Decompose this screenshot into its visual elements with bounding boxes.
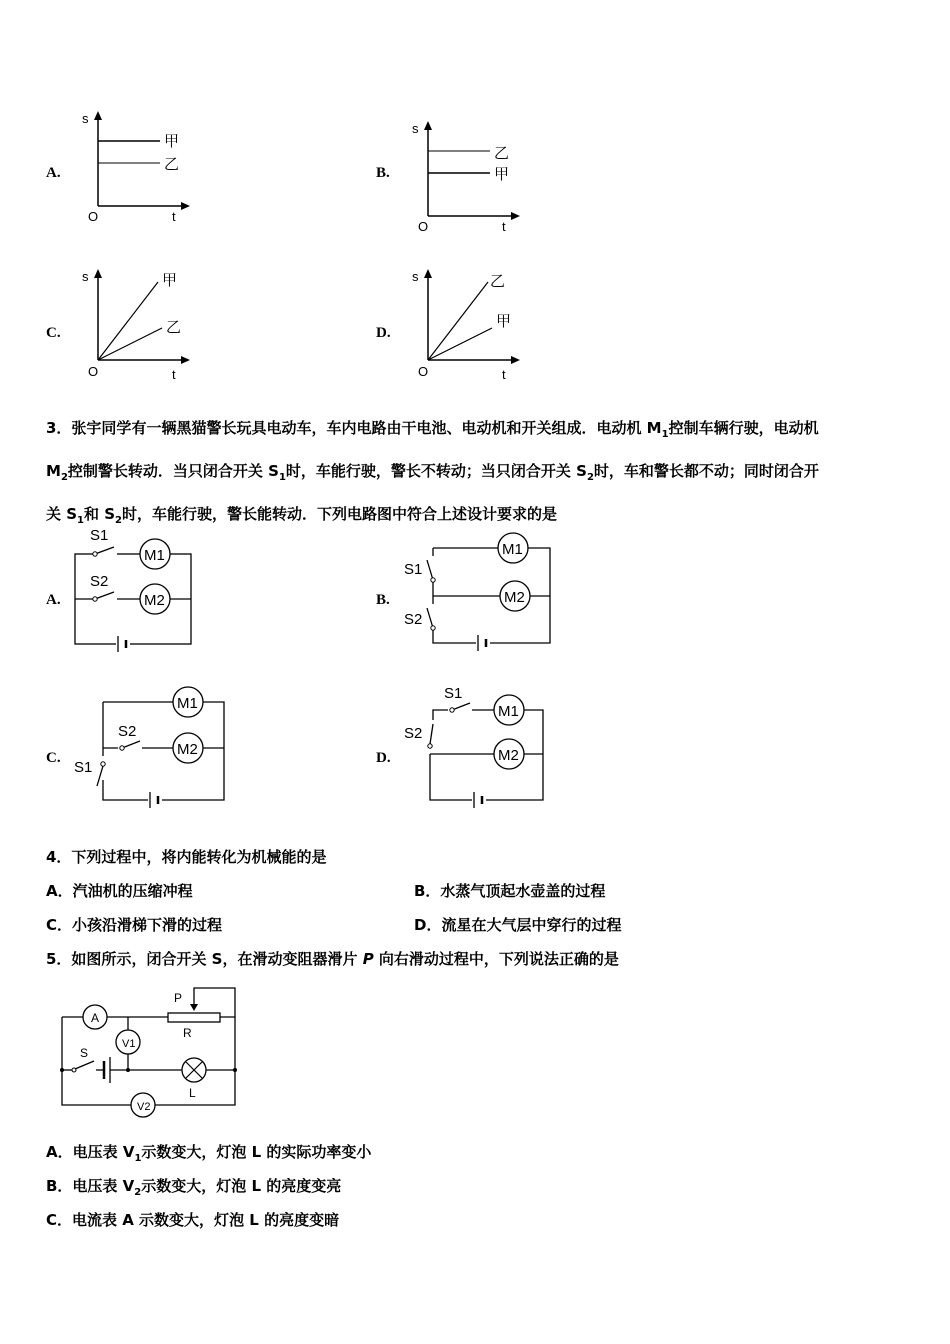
svg-text:t: t	[502, 219, 506, 234]
graph-d	[408, 266, 538, 386]
svg-text:s: s	[412, 269, 419, 284]
svg-text:乙: 乙	[166, 319, 182, 336]
svg-text:A: A	[91, 1011, 100, 1025]
q4-option-a: A．汽油机的压缩冲程	[46, 882, 193, 900]
option-letter: D.	[376, 750, 391, 766]
svg-text:V1: V1	[122, 1038, 136, 1050]
option-letter: C.	[46, 325, 61, 341]
question-4-stem: 4．下列过程中，将内能转化为机械能的是	[46, 848, 327, 866]
svg-text:M2: M2	[498, 747, 519, 764]
option-letter: C.	[46, 750, 61, 766]
option-letter: B.	[376, 592, 390, 608]
circuit-a	[70, 522, 200, 650]
circuit-d	[400, 684, 560, 809]
svg-text:t: t	[172, 367, 176, 382]
svg-text:S1: S1	[90, 527, 109, 544]
svg-text:s: s	[412, 121, 419, 136]
circuit-b	[400, 530, 560, 650]
svg-text:M1: M1	[177, 695, 198, 712]
question-3-stem: 3．张宇同学有一辆黑猫警长玩具电动车，车内电路由干电池、电动机和开关组成．电动机 $M_1$控制车辆行驶，电动机 $M_2$控制警长转动．当只闭合开关 $S_1$时，车能行驶，警长不转动；当只闭合开关 $S_2$时，车和警长都不动；同时闭合开 关 $S_1$和 $S_2$时，车能行驶，警长能转动．下列电路图中符合上述设计要求的是	[46, 419, 819, 526]
option-letter: A.	[46, 165, 61, 181]
svg-text:S2: S2	[404, 611, 423, 628]
q4-option-c: C．小孩沿滑梯下滑的过程	[46, 916, 223, 934]
svg-text:M2: M2	[177, 741, 198, 758]
svg-text:t: t	[502, 367, 506, 382]
circuit-c	[70, 684, 240, 809]
graph-a	[78, 108, 208, 228]
svg-text:M2: M2	[144, 592, 165, 609]
svg-text:甲: 甲	[496, 313, 512, 330]
axis-s-label: s	[82, 111, 89, 126]
svg-text:甲: 甲	[162, 272, 178, 289]
svg-text:S2: S2	[118, 723, 137, 740]
svg-text:O: O	[88, 364, 99, 379]
svg-text:S1: S1	[404, 561, 423, 578]
svg-text:O: O	[418, 219, 429, 234]
svg-text:S1: S1	[74, 759, 93, 776]
svg-text:S2: S2	[90, 573, 109, 590]
svg-text:S: S	[80, 1046, 89, 1060]
line-label-yi: 乙	[164, 156, 180, 173]
svg-text:O: O	[418, 364, 429, 379]
svg-text:V2: V2	[137, 1101, 151, 1113]
q5-option-a: A．电压表 $V_1$示数变大，灯泡 L 的实际功率变小	[46, 1143, 372, 1164]
origin-label: O	[88, 209, 99, 224]
svg-text:S1: S1	[444, 685, 463, 702]
line-label-jia: 甲	[164, 133, 180, 150]
svg-text:M1: M1	[502, 541, 523, 558]
q5-option-c: C．电流表 A 示数变大，灯泡 L 的亮度变暗	[46, 1211, 340, 1229]
q4-option-b: B．水蒸气顶起水壶盖的过程	[414, 882, 606, 900]
option-letter: A.	[46, 592, 61, 608]
question-5-stem: 5．如图所示，闭合开关 S，在滑动变阻器滑片 P 向右滑动过程中，下列说法正确的是	[46, 950, 619, 968]
graph-c	[78, 266, 208, 386]
option-letter: D.	[376, 325, 391, 341]
svg-text:R: R	[183, 1026, 192, 1040]
svg-text:乙: 乙	[494, 145, 510, 162]
svg-text:甲: 甲	[494, 166, 510, 183]
circuit-q5	[58, 985, 248, 1115]
svg-text:L: L	[189, 1086, 196, 1100]
graph-b	[408, 118, 538, 238]
svg-text:s: s	[82, 269, 89, 284]
q5-option-b: B．电压表 $V_2$示数变大，灯泡 L 的亮度变亮	[46, 1177, 342, 1198]
svg-text:M2: M2	[504, 589, 525, 606]
svg-text:S2: S2	[404, 725, 423, 742]
option-letter: B.	[376, 165, 390, 181]
svg-text:P: P	[174, 991, 183, 1005]
svg-text:乙: 乙	[490, 273, 506, 290]
axis-t-label: t	[172, 209, 176, 224]
svg-text:M1: M1	[144, 547, 165, 564]
svg-text:M1: M1	[498, 703, 519, 720]
q4-option-d: D．流星在大气层中穿行的过程	[414, 916, 622, 934]
